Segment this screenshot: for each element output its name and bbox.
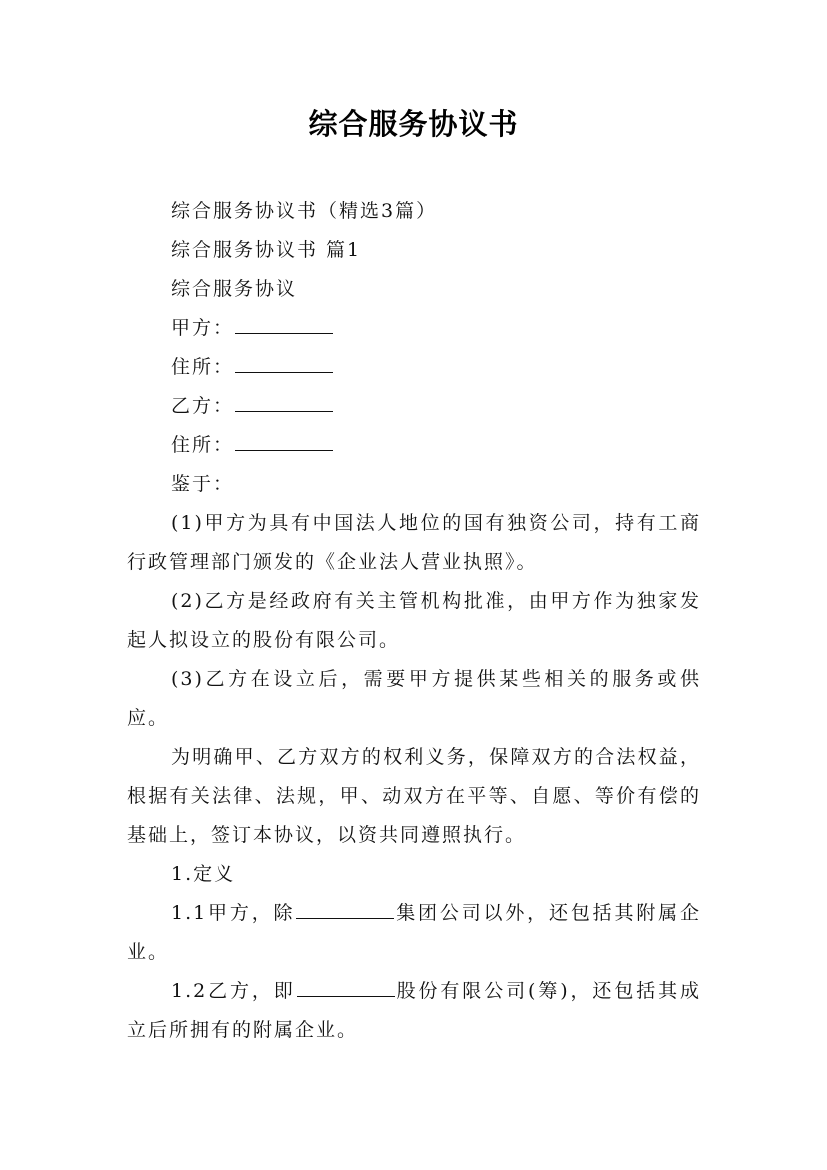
definition-1-2-end: 股份有限公司(筹)，还包括其成立后所拥有的附属企业。	[127, 980, 702, 1041]
paragraph-3: (3)乙方在设立后，需要甲方提供某些相关的服务或供应。	[127, 668, 701, 729]
paragraph-4: 为明确甲、乙方双方的权利义务，保障双方的合法权益，根据有关法律、法规，甲、动双方在平等、自愿、等价有偿的基础上，签订本协议，以资共同遵照执行。	[127, 746, 701, 846]
address-a-blank	[235, 371, 333, 373]
paragraph-1: (1)甲方为具有中国法人地位的国有独资公司，持有工商行政管理部门颁发的《企业法人营业执照》。	[127, 512, 701, 573]
definition-1-1-end: 集团公司以外，还包括其附属企业。	[127, 902, 701, 963]
party-a-line	[127, 309, 701, 348]
address-b-blank	[235, 449, 333, 451]
definition-1-2	[127, 972, 701, 1050]
whereas-label: 鉴于：	[171, 473, 235, 495]
party-b-label: 乙方：	[171, 395, 235, 417]
section-heading: 综合服务协议书 篇1	[171, 239, 362, 261]
definition-1-2-start: 1.2乙方，即	[171, 980, 296, 1002]
definition-1-1-blank	[296, 917, 394, 919]
address-a-label: 住所：	[171, 356, 235, 378]
party-b-blank	[235, 410, 333, 412]
address-b-line	[127, 426, 701, 465]
document-title: 综合服务协议书	[308, 107, 519, 141]
agreement-name: 综合服务协议	[171, 278, 298, 300]
address-b-label: 住所：	[171, 434, 235, 456]
definition-1-2-blank	[297, 995, 395, 997]
party-a-label: 甲方：	[171, 317, 235, 339]
definition-1-1	[127, 894, 701, 972]
party-a-blank	[235, 332, 333, 334]
party-b-line	[127, 387, 701, 426]
subtitle-line: 综合服务协议书（精选3篇）	[171, 200, 438, 222]
definitions-heading: 1.定义	[171, 863, 236, 885]
definition-1-1-start: 1.1甲方，除	[171, 902, 296, 924]
document-body	[127, 192, 701, 1050]
paragraph-2: (2)乙方是经政府有关主管机构批准，由甲方作为独家发起人拟设立的股份有限公司。	[127, 590, 701, 651]
address-a-line	[127, 348, 701, 387]
